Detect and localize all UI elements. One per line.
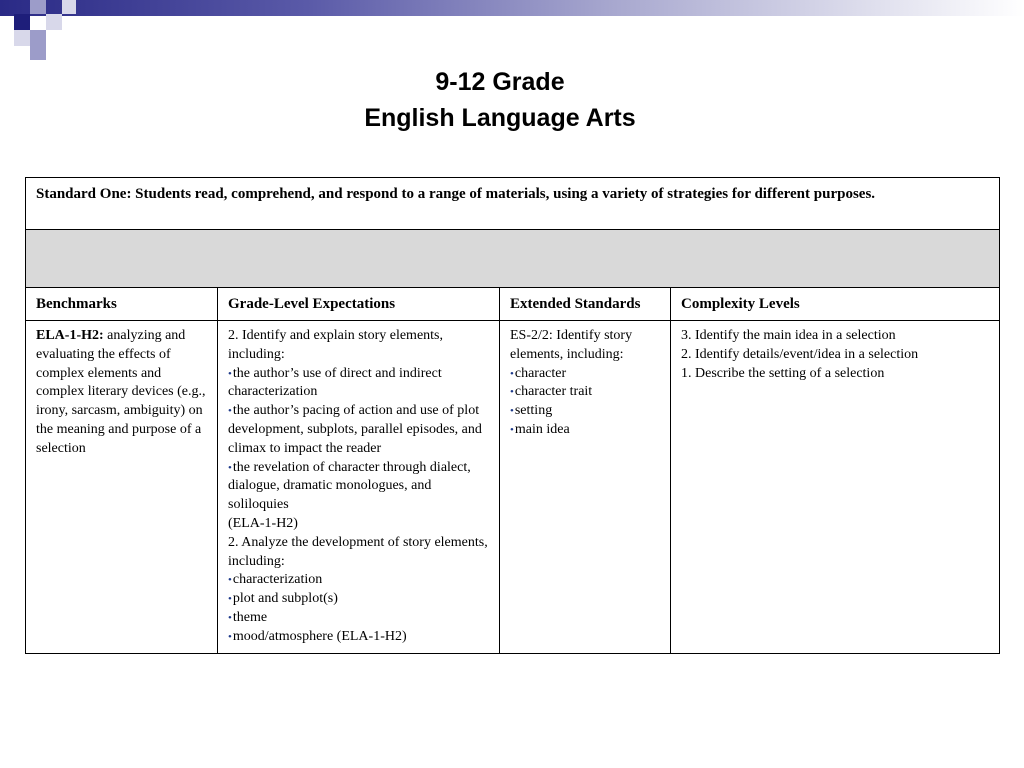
gle-bullet: • the author’s use of direct and indirect characterization — [228, 365, 489, 403]
standard-text: Standard One: Students read, comprehend, and respond to a range of materials, using a variety of strategies for different purposes. — [26, 178, 1000, 230]
extended-bullet: • setting — [510, 402, 660, 421]
content-row — [26, 321, 1000, 654]
gle-bullet: • plot and subplot(s) — [228, 590, 489, 609]
decorative-square — [30, 46, 46, 60]
gle-bullet: • the author’s pacing of action and use of plot development, subplots, parallel episodes, and climax to impact the reader — [228, 402, 489, 458]
decorative-square — [62, 0, 76, 14]
column-header-benchmarks: Benchmarks — [26, 288, 218, 321]
gray-divider-cell — [26, 230, 1000, 288]
column-header-row — [26, 288, 1000, 321]
extended-cell — [500, 321, 671, 654]
gle-intro-1: 2. Identify and explain story elements, including: — [228, 328, 443, 362]
page-title — [0, 64, 1000, 136]
decorative-square — [14, 14, 30, 30]
gle-cell — [218, 321, 500, 654]
extended-bullet: • character — [510, 365, 660, 384]
gle-bullet: • characterization — [228, 571, 489, 590]
gle-reference: (ELA-1-H2) — [228, 515, 298, 531]
title-line-1: 9-12 Grade — [435, 68, 565, 96]
decorative-square — [46, 14, 62, 30]
complexity-level: 3. Identify the main idea in a selection — [681, 328, 896, 343]
header-band — [0, 0, 1024, 16]
decorative-square — [30, 30, 46, 46]
column-header-extended: Extended Standards — [500, 288, 671, 321]
gray-divider-row — [26, 230, 1000, 288]
extended-bullet: • main idea — [510, 421, 660, 440]
title-line-2: English Language Arts — [364, 104, 636, 132]
gle-intro-2: 2. Analyze the development of story elements, including: — [228, 534, 488, 569]
decorative-square — [14, 30, 30, 46]
complexity-level: 1. Describe the setting of a selection — [681, 365, 885, 381]
benchmark-code: ELA-1-H2: — [36, 328, 104, 343]
gle-bullet: • mood/atmosphere (ELA-1-H2) — [228, 628, 489, 647]
gle-bullet: • the revelation of character through dialect, dialogue, dramatic monologues, and soliloquies — [228, 459, 489, 515]
column-header-gle: Grade-Level Expectations — [218, 288, 500, 321]
column-header-complexity: Complexity Levels — [671, 288, 1000, 321]
standards-table — [25, 177, 1000, 654]
complexity-level: 2. Identify details/event/idea in a selection — [681, 346, 919, 362]
complexity-cell — [671, 321, 1000, 654]
benchmark-text: analyzing and evaluating the effects of complex elements and complex literary devices (e.g., irony, sarcasm, ambiguity) on the meaning and purpose of a selection — [36, 328, 206, 456]
standard-row — [26, 178, 1000, 230]
gle-bullet: • theme — [228, 609, 489, 628]
benchmark-cell — [26, 321, 218, 654]
extended-bullet: • character trait — [510, 383, 660, 402]
decorative-square — [30, 0, 46, 14]
extended-intro: ES-2/2: Identify story elements, including: — [510, 328, 633, 362]
